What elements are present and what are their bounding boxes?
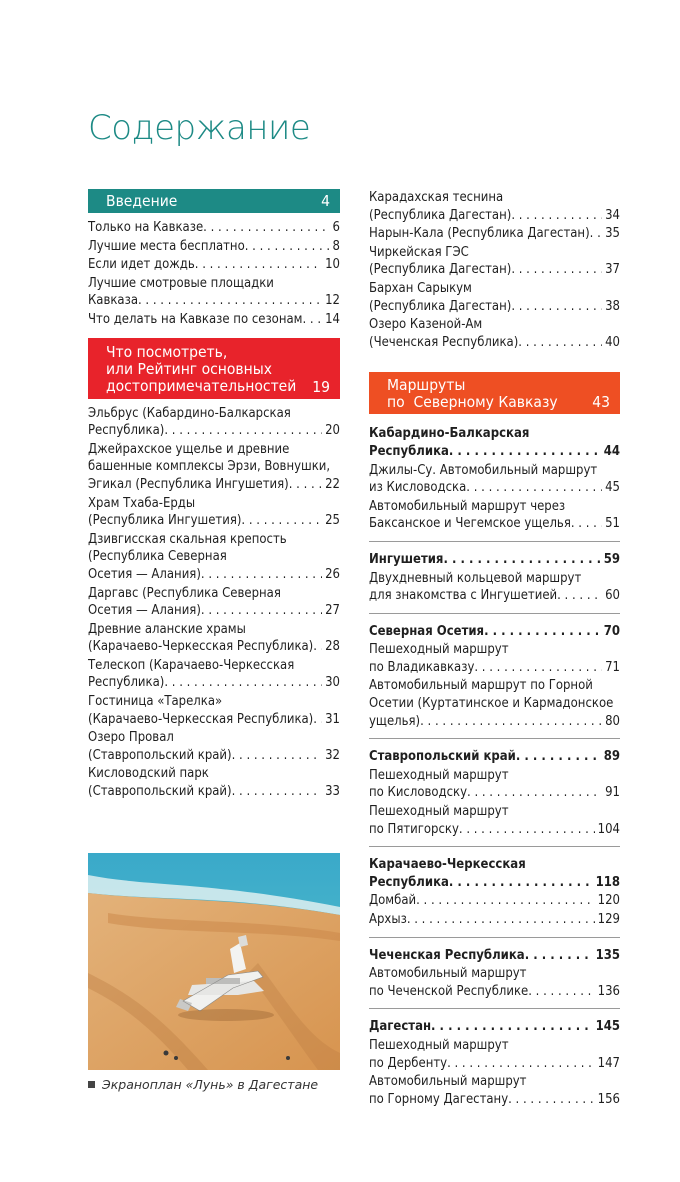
photo-caption bbox=[88, 1077, 318, 1092]
toc-entry[interactable] bbox=[369, 748, 620, 766]
toc-entry[interactable] bbox=[369, 965, 620, 1000]
toc-entry-text: из Кисловодска bbox=[369, 480, 467, 496]
dot-leader bbox=[443, 551, 600, 569]
toc-page-number: 30 bbox=[325, 675, 340, 691]
toc-page-number: 45 bbox=[605, 480, 620, 496]
toc-entry-text: (Республика Северная bbox=[88, 549, 227, 565]
toc-entry-text: Домбай bbox=[369, 893, 417, 909]
toc-entry-text: Карачаево-Черкесская bbox=[369, 857, 526, 873]
toc-entry[interactable] bbox=[369, 570, 620, 605]
toc-entry[interactable] bbox=[369, 280, 620, 315]
toc-entry-text: Республика) bbox=[88, 675, 165, 691]
toc-entry-text: Двухдневный кольцевой маршрут bbox=[369, 570, 582, 586]
toc-entry-text: Дагестан bbox=[369, 1019, 432, 1035]
dot-leader bbox=[164, 422, 322, 440]
toc-entry-text: Автомобильный маршрут bbox=[369, 1074, 527, 1090]
route-group bbox=[369, 551, 620, 605]
toc-list bbox=[88, 219, 340, 329]
toc-entry-text: для знакомства с Ингушетией bbox=[369, 588, 558, 604]
toc-entry-text: Автомобильный маршрут через bbox=[369, 498, 566, 514]
toc-entry-text: (Карачаево-Черкесская Республика) bbox=[88, 639, 314, 655]
toc-entry[interactable] bbox=[369, 856, 620, 891]
toc-entry[interactable] bbox=[369, 677, 620, 730]
ekranoplan-photo bbox=[88, 853, 340, 1070]
toc-entry-text: Республика) bbox=[88, 423, 165, 439]
toc-entry-text: Джилы-Су. Автомобильный маршрут bbox=[369, 462, 598, 478]
dot-leader bbox=[195, 256, 322, 274]
toc-entry[interactable] bbox=[369, 623, 620, 641]
toc-entry-text: Ставропольский край bbox=[369, 749, 516, 765]
dot-leader bbox=[416, 892, 595, 910]
toc-page-number: 34 bbox=[605, 207, 620, 223]
dot-leader bbox=[590, 225, 602, 243]
dot-leader bbox=[313, 711, 322, 729]
toc-page-number: 26 bbox=[325, 566, 340, 582]
toc-entry-text: Храм Тхаба-Ерды bbox=[88, 495, 196, 511]
toc-page-number: 8 bbox=[332, 238, 340, 254]
toc-entry-text: башенные комплексы Эрзи, Вовнушки, bbox=[88, 459, 331, 475]
toc-entry-text: Лучшие места бесплатно bbox=[88, 238, 245, 254]
toc-entry-text: Пешеходный маршрут bbox=[369, 642, 509, 658]
toc-entry[interactable] bbox=[88, 219, 340, 237]
toc-entry-text: Пешеходный маршрут bbox=[369, 1037, 509, 1053]
toc-entry-text: Пешеходный маршрут bbox=[369, 804, 509, 820]
toc-entry-text: Автомобильный маршрут bbox=[369, 966, 527, 982]
route-group bbox=[369, 748, 620, 838]
section-header-routes[interactable] bbox=[369, 372, 620, 414]
section-header-title-line: Маршруты bbox=[387, 376, 466, 395]
toc-page-number: 120 bbox=[597, 893, 620, 909]
group-spacer bbox=[369, 414, 620, 425]
toc-list bbox=[88, 405, 340, 801]
toc-entry[interactable] bbox=[88, 441, 340, 494]
toc-entry-text: (Республика Дагестан) bbox=[369, 262, 512, 278]
toc-page-number: 12 bbox=[325, 293, 340, 309]
section-header-page: 19 bbox=[312, 377, 330, 396]
toc-entry-text: (Ставропольский край) bbox=[88, 784, 232, 800]
toc-page-number: 91 bbox=[605, 785, 620, 801]
section-header-sights[interactable] bbox=[88, 338, 340, 399]
route-group bbox=[369, 947, 620, 1001]
toc-entry[interactable] bbox=[88, 765, 340, 800]
toc-page-number: 35 bbox=[605, 226, 620, 242]
toc-entry[interactable] bbox=[369, 462, 620, 497]
toc-list bbox=[369, 189, 620, 351]
toc-entry-text: Лучшие смотровые площадки bbox=[88, 275, 274, 291]
toc-entry[interactable] bbox=[369, 189, 620, 224]
toc-page-number: 20 bbox=[325, 423, 340, 439]
toc-entry[interactable] bbox=[369, 225, 620, 243]
dot-leader bbox=[459, 821, 595, 839]
dot-leader bbox=[484, 623, 601, 641]
group-divider bbox=[369, 937, 620, 938]
section-header-title-line: достопримечательностей bbox=[106, 376, 297, 395]
toc-entry-text: Эгикал (Республика Ингушетия) bbox=[88, 476, 289, 492]
section-header-page: 43 bbox=[592, 393, 610, 412]
toc-entry-text: по Пятигорску bbox=[369, 821, 459, 837]
dot-leader bbox=[525, 947, 593, 965]
page-title: Содержание bbox=[88, 108, 311, 148]
toc-entry[interactable] bbox=[88, 585, 340, 620]
toc-entry-text: Гостиница «Тарелка» bbox=[88, 694, 223, 710]
dot-leader bbox=[474, 659, 602, 677]
toc-entry-text: Осетии (Куртатинское и Кармадонское bbox=[369, 696, 614, 712]
dot-leader bbox=[232, 747, 323, 765]
dot-leader bbox=[420, 713, 602, 731]
toc-entry[interactable] bbox=[369, 1073, 620, 1108]
toc-page-number: 14 bbox=[325, 311, 340, 327]
toc-entry-text: ущелья) bbox=[369, 713, 421, 729]
dot-leader bbox=[518, 334, 602, 352]
toc-entry-text: Нарын-Кала (Республика Дагестан) bbox=[369, 226, 590, 242]
toc-entry-text: Ингушетия bbox=[369, 551, 444, 567]
toc-entry-text: Чиркейская ГЭС bbox=[369, 244, 469, 260]
group-divider bbox=[369, 541, 620, 542]
toc-entry-text: Автомобильный маршрут по Горной bbox=[369, 678, 593, 694]
toc-page-number: 59 bbox=[603, 551, 620, 567]
toc-entry[interactable] bbox=[369, 892, 620, 910]
toc-entry-text: Телескоп (Карачаево-Черкесская bbox=[88, 657, 295, 673]
toc-entry-text: Даргавс (Республика Северная bbox=[88, 585, 281, 601]
dot-leader bbox=[431, 1018, 593, 1036]
group-divider bbox=[369, 1008, 620, 1009]
toc-entry-text: Если идет дождь bbox=[88, 257, 195, 273]
route-group bbox=[369, 1018, 620, 1108]
section-header-title-line: Что посмотреть, bbox=[106, 342, 228, 361]
photo-caption-text: Экраноплан «Лунь» в Дагестане bbox=[102, 1077, 319, 1092]
toc-entry-text: Северная Осетия bbox=[369, 623, 485, 639]
toc-page-number: 145 bbox=[595, 1019, 620, 1035]
toc-entry-text: Республика bbox=[369, 443, 449, 459]
toc-page-number: 27 bbox=[325, 603, 340, 619]
route-group bbox=[369, 425, 620, 533]
toc-entry[interactable] bbox=[88, 256, 340, 274]
section-header-title: Введение bbox=[106, 192, 178, 210]
toc-page-number: 136 bbox=[597, 983, 620, 999]
toc-entry-text: Древние аланские храмы bbox=[88, 621, 246, 637]
toc-entry-text: Озеро Казеной-Ам bbox=[369, 317, 483, 333]
dot-leader bbox=[201, 566, 322, 584]
toc-entry-text: Кавказа bbox=[88, 293, 138, 309]
toc-entry-text: Озеро Провал bbox=[88, 730, 174, 746]
route-group bbox=[369, 856, 620, 928]
dot-leader bbox=[528, 983, 594, 1001]
toc-entry[interactable] bbox=[369, 1037, 620, 1072]
toc-entry[interactable] bbox=[369, 911, 620, 929]
toc-page-number: 129 bbox=[597, 912, 620, 927]
route-groups bbox=[369, 414, 620, 1108]
dot-leader bbox=[466, 479, 602, 497]
toc-entry[interactable] bbox=[369, 641, 620, 676]
toc-entry-text: Осетия — Алания) bbox=[88, 603, 201, 619]
toc-page-number: 10 bbox=[325, 257, 340, 273]
dot-leader bbox=[313, 638, 322, 656]
toc-entry[interactable] bbox=[369, 803, 620, 838]
toc-entry-text: Чеченская Республика bbox=[369, 947, 525, 963]
dot-leader bbox=[449, 443, 601, 461]
toc-entry[interactable] bbox=[88, 405, 340, 440]
section-header-title-line: по Северному Кавказу bbox=[387, 393, 558, 412]
toc-entry-text: по Кисловодску bbox=[369, 785, 468, 801]
toc-page-number: 70 bbox=[603, 623, 620, 639]
toc-entry-text: Баксанское и Чегемское ущелья bbox=[369, 516, 571, 532]
toc-entry[interactable] bbox=[369, 425, 620, 460]
toc-page-number: 89 bbox=[603, 749, 620, 765]
toc-page-number: 6 bbox=[332, 220, 340, 235]
toc-entry-text: по Владикавказу bbox=[369, 659, 475, 675]
toc-entry-text: Осетия — Алания) bbox=[88, 566, 201, 582]
toc-entry-text: Эльбрус (Кабардино-Балкарская bbox=[88, 405, 291, 421]
toc-entry-text: (Республика Ингушетия) bbox=[88, 513, 242, 529]
toc-page-number: 44 bbox=[603, 443, 620, 459]
dot-leader bbox=[164, 674, 322, 692]
section-header-page: 4 bbox=[321, 192, 330, 210]
dot-leader bbox=[511, 261, 602, 279]
dot-leader bbox=[557, 587, 602, 605]
dot-leader bbox=[232, 783, 323, 801]
dot-leader bbox=[516, 748, 601, 766]
toc-entry[interactable] bbox=[369, 551, 620, 569]
toc-page-number: 32 bbox=[325, 747, 340, 763]
right-toc-column bbox=[369, 189, 620, 1109]
toc-entry-text: (Чеченская Республика) bbox=[369, 334, 519, 350]
toc-entry-text: (Ставропольский край) bbox=[88, 747, 232, 763]
dot-leader bbox=[571, 515, 602, 533]
route-group bbox=[369, 623, 620, 731]
toc-entry-text: (Карачаево-Черкесская Республика) bbox=[88, 711, 314, 727]
toc-entry[interactable] bbox=[88, 311, 340, 329]
toc-entry[interactable] bbox=[88, 729, 340, 764]
dot-leader bbox=[302, 311, 322, 329]
section-header-intro[interactable] bbox=[88, 189, 340, 213]
toc-page-number: 51 bbox=[605, 516, 620, 532]
toc-page-number: 37 bbox=[605, 262, 620, 278]
toc-entry[interactable] bbox=[369, 244, 620, 279]
dot-leader bbox=[508, 1091, 595, 1109]
toc-page-number: 38 bbox=[605, 298, 620, 314]
toc-page-number: 71 bbox=[605, 659, 620, 675]
toc-entry[interactable] bbox=[88, 693, 340, 728]
toc-page-number: 28 bbox=[325, 639, 340, 655]
toc-entry-text: по Горному Дагестану bbox=[369, 1091, 509, 1107]
group-divider bbox=[369, 613, 620, 614]
toc-entry-text: Кабардино-Балкарская bbox=[369, 426, 530, 442]
toc-entry-text: Архыз bbox=[369, 912, 407, 927]
toc-entry-text: Что делать на Кавказе по сезонам bbox=[88, 311, 303, 327]
toc-page-number: 22 bbox=[325, 476, 340, 492]
toc-entry[interactable] bbox=[88, 621, 340, 656]
square-bullet-icon bbox=[88, 1081, 95, 1088]
toc-entry[interactable] bbox=[88, 531, 340, 584]
toc-page-number: 40 bbox=[605, 334, 620, 350]
toc-page-number: 33 bbox=[325, 784, 340, 800]
toc-page-number: 25 bbox=[325, 513, 340, 529]
group-divider bbox=[369, 738, 620, 739]
toc-page-number: 60 bbox=[605, 588, 620, 604]
dot-leader bbox=[467, 784, 602, 802]
toc-page-number: 156 bbox=[597, 1091, 620, 1107]
dot-leader bbox=[511, 207, 602, 225]
toc-entry-text: (Республика Дагестан) bbox=[369, 207, 512, 223]
toc-page-number: 104 bbox=[597, 821, 620, 837]
toc-page-number: 80 bbox=[605, 713, 620, 729]
dot-leader bbox=[203, 219, 329, 237]
toc-entry[interactable] bbox=[88, 275, 340, 310]
toc-entry[interactable] bbox=[88, 657, 340, 692]
toc-page-number: 147 bbox=[597, 1055, 620, 1071]
toc-page-number: 135 bbox=[595, 947, 620, 963]
toc-entry-text: (Республика Дагестан) bbox=[369, 298, 512, 314]
dot-leader bbox=[447, 1055, 595, 1073]
dot-leader bbox=[407, 911, 595, 929]
dot-leader bbox=[138, 292, 322, 310]
toc-entry[interactable] bbox=[369, 1018, 620, 1036]
toc-entry-text: Бархан Сарыкум bbox=[369, 280, 472, 296]
toc-entry-text: по Дербенту bbox=[369, 1055, 448, 1071]
toc-entry[interactable] bbox=[369, 947, 620, 965]
group-divider bbox=[369, 846, 620, 847]
dot-leader bbox=[289, 476, 322, 494]
toc-entry-text: Карадахская теснина bbox=[369, 190, 504, 205]
dot-leader bbox=[511, 298, 602, 316]
section-header-title-line: или Рейтинг основных bbox=[106, 359, 273, 378]
toc-entry-text: Только на Кавказе bbox=[88, 220, 204, 235]
dot-leader bbox=[241, 512, 322, 530]
toc-entry-text: Кисловодский парк bbox=[88, 766, 209, 782]
toc-entry[interactable] bbox=[88, 495, 340, 530]
toc-entry[interactable] bbox=[369, 767, 620, 802]
toc-entry-text: Республика bbox=[369, 874, 449, 890]
toc-entry-text: Дзивгисская скальная крепость bbox=[88, 531, 287, 547]
toc-page-number: 31 bbox=[325, 711, 340, 727]
dot-leader bbox=[201, 602, 322, 620]
toc-page-number: 118 bbox=[595, 874, 620, 890]
dot-leader bbox=[449, 874, 593, 892]
photo-illustration bbox=[88, 853, 340, 1070]
toc-entry-text: Пешеходный маршрут bbox=[369, 767, 509, 783]
toc-entry[interactable] bbox=[369, 498, 620, 533]
toc-entry[interactable] bbox=[88, 238, 340, 256]
toc-entry-text: Джейрахское ущелье и древние bbox=[88, 441, 290, 457]
dot-leader bbox=[245, 238, 330, 256]
left-toc-column bbox=[88, 189, 340, 802]
toc-entry[interactable] bbox=[369, 316, 620, 351]
toc-entry-text: по Чеченской Республике bbox=[369, 983, 529, 999]
